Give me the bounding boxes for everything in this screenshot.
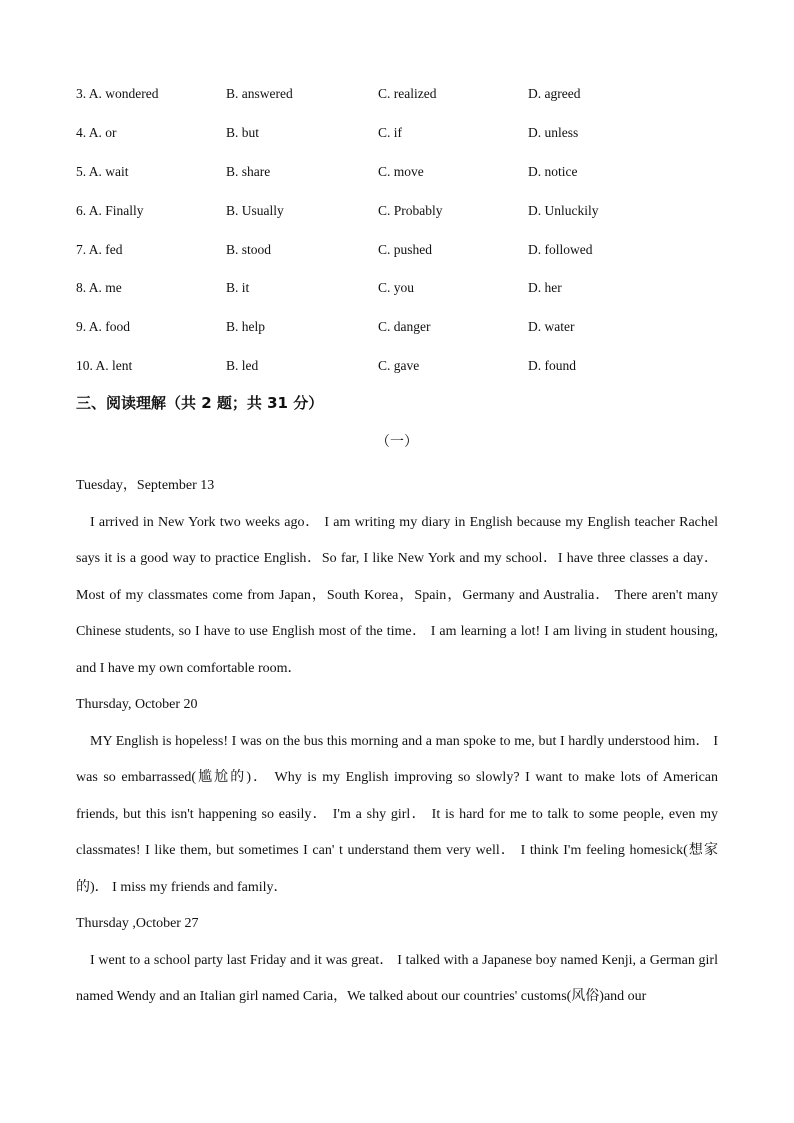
option-d: D. notice bbox=[528, 163, 578, 179]
option-row bbox=[76, 86, 716, 125]
diary-entry bbox=[76, 505, 718, 688]
diary-date: Thursday ,October 27 bbox=[76, 916, 199, 931]
option-d: D. unless bbox=[528, 124, 579, 140]
diary-text: I went to a school party last Friday and it was great． I talked with a Japanese boy named Kenji, a German girl named Wendy and an Italian girl named Caria，We talked about our countries' customs(风俗)and our bbox=[76, 952, 718, 1004]
option-a: 4. A. or bbox=[76, 124, 117, 140]
option-b: B. led bbox=[226, 358, 259, 374]
option-c: C. if bbox=[378, 124, 403, 140]
diary-entry bbox=[76, 724, 718, 907]
option-row bbox=[76, 203, 716, 242]
option-c: C. you bbox=[378, 280, 415, 296]
option-a: 8. A. me bbox=[76, 280, 122, 296]
answer-options bbox=[76, 86, 716, 397]
diary-date: Thursday, October 20 bbox=[76, 697, 198, 712]
diary-text: MY English is hopeless! I was on the bus this morning and a man spoke to me, but I hardly understood him． I was so embarrassed(尴尬的)． Why is my English improving so slowly? I want to make lots of American friends, but this isn't happening so easily． I'm a shy girl． It is hard for me to talk to some people, even my classmates! I like them, but sometimes I can' t understand them very well． I think I'm feeling homesick(想家的)． I miss my friends and family． bbox=[76, 733, 718, 895]
option-row bbox=[76, 319, 716, 358]
option-c: C. danger bbox=[378, 319, 431, 335]
diary-date: Tuesday，September 13 bbox=[76, 478, 215, 493]
diary-text: I arrived in New York two weeks ago． I am writing my diary in English because my English teacher Rachel says it is a good way to practice English．So far, I like New York and my school．I have three classes a day．Most of my classmates come from Japan，South Korea，Spain，Germany and Australia． There aren't many Chinese students, so I have to use English most of the time． I am learning a lot! I am living in student housing, and I have my own comfortable room． bbox=[76, 514, 718, 676]
reading-passage bbox=[76, 468, 718, 1016]
option-a: 6. A. Finally bbox=[76, 202, 144, 218]
option-c: C. Probably bbox=[378, 202, 443, 218]
option-d: D. agreed bbox=[528, 86, 581, 101]
option-c: C. gave bbox=[378, 358, 420, 374]
option-c: C. move bbox=[378, 163, 424, 179]
option-d: D. found bbox=[528, 358, 576, 374]
option-a: 5. A. wait bbox=[76, 163, 129, 179]
option-row bbox=[76, 280, 716, 319]
option-a: 10. A. lent bbox=[76, 358, 133, 374]
option-row bbox=[76, 164, 716, 203]
option-c: C. realized bbox=[378, 86, 437, 101]
option-b: B. help bbox=[226, 319, 265, 335]
option-a: 9. A. food bbox=[76, 319, 130, 335]
option-row bbox=[76, 125, 716, 164]
option-row bbox=[76, 242, 716, 281]
section-title: 三、阅读理解（共 2 题；共 31 分） bbox=[76, 394, 324, 412]
option-d: D. her bbox=[528, 280, 562, 296]
option-b: B. but bbox=[226, 124, 260, 140]
option-a: 3. A. wondered bbox=[76, 86, 159, 101]
option-b: B. answered bbox=[226, 86, 293, 101]
option-b: B. share bbox=[226, 163, 271, 179]
option-d: D. water bbox=[528, 319, 575, 335]
passage-number: （一） bbox=[376, 435, 418, 450]
diary-entry bbox=[76, 943, 718, 1016]
option-b: B. Usually bbox=[226, 202, 284, 218]
option-c: C. pushed bbox=[378, 241, 432, 257]
option-d: D. followed bbox=[528, 241, 593, 257]
option-b: B. stood bbox=[226, 241, 272, 257]
option-b: B. it bbox=[226, 280, 250, 296]
option-d: D. Unluckily bbox=[528, 202, 599, 218]
option-a: 7. A. fed bbox=[76, 241, 123, 257]
